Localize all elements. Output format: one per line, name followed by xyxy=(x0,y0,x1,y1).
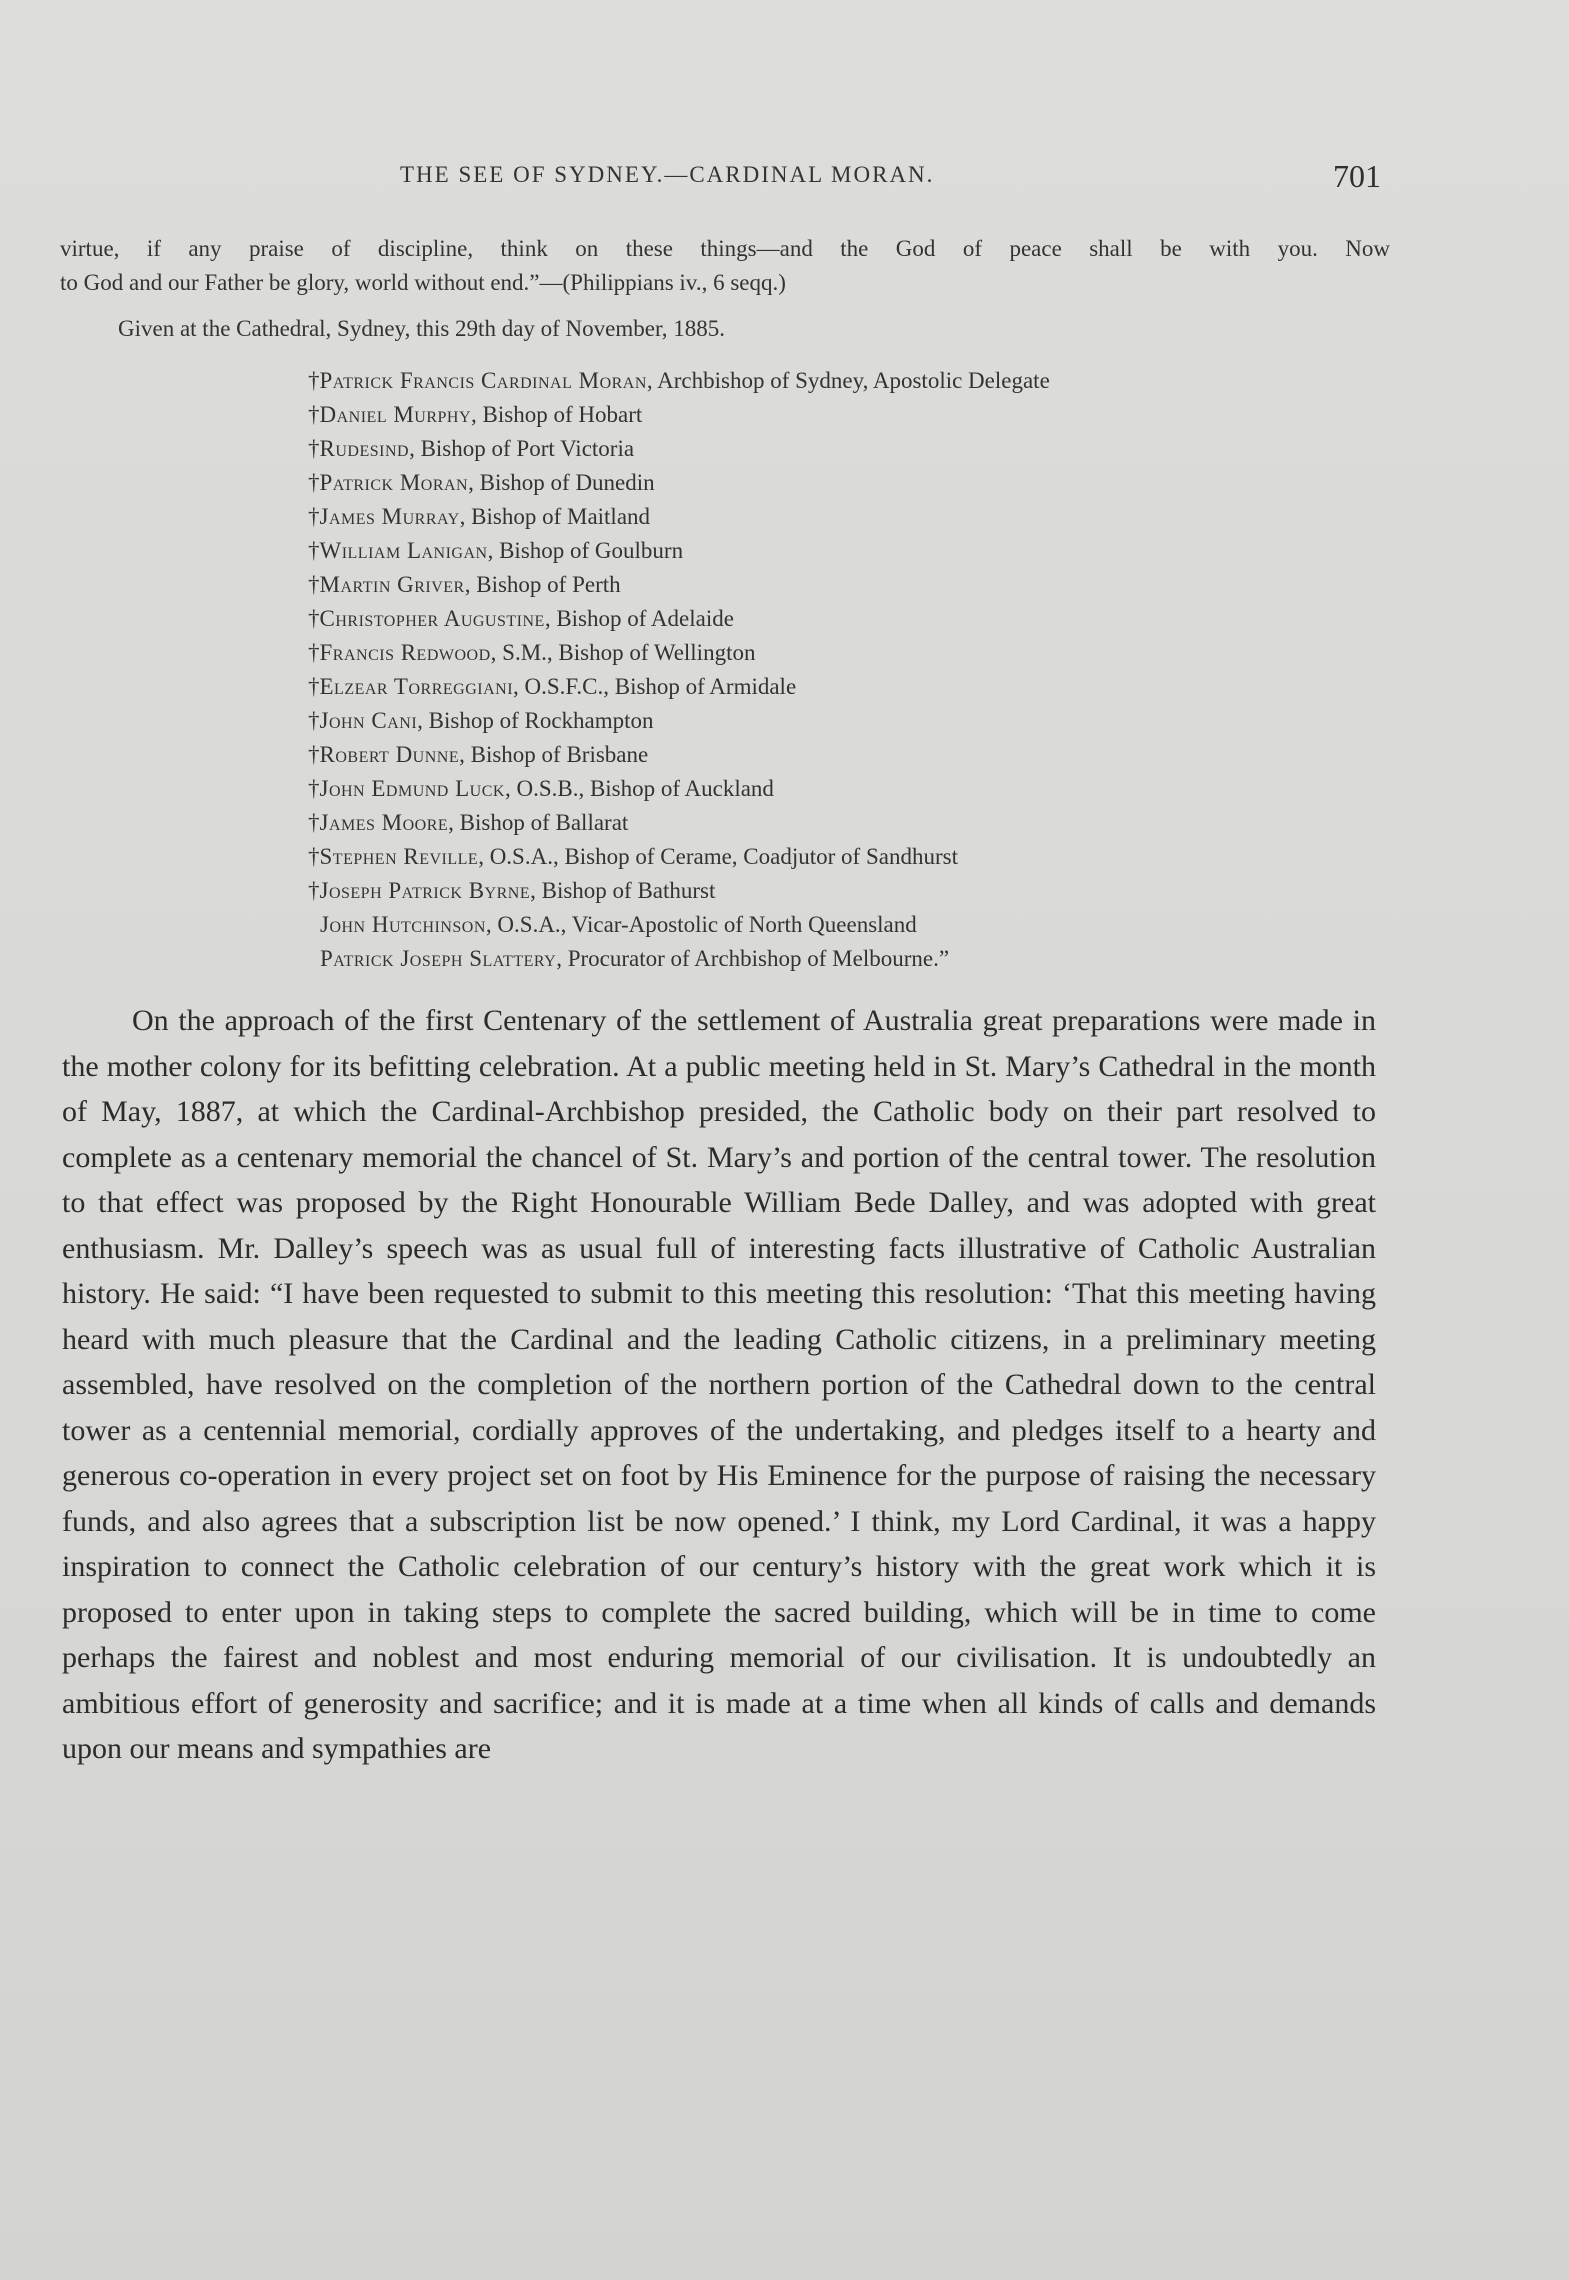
signatory-title: , Archbishop of Sydney, Apostolic Delegate xyxy=(646,368,1050,393)
signatory-title: , O.S.F.C., Bishop of Armidale xyxy=(513,674,797,699)
signatory-name: John Hutchinson xyxy=(320,912,486,937)
signatory-title: , O.S.A., Bishop of Cerame, Coadjutor of Sandhurst xyxy=(478,844,958,869)
signatory-title: , Bishop of Ballarat xyxy=(448,810,629,835)
signatory-title: , Procurator of Archbishop of Melbourne.” xyxy=(556,946,950,971)
signatory-name: Robert Dunne xyxy=(319,742,460,767)
signatory-name: Martin Griver xyxy=(319,572,465,597)
signatory-name: Joseph Patrick Byrne xyxy=(319,878,531,903)
cross-mark: † xyxy=(308,878,320,903)
signatory-line xyxy=(308,908,1388,942)
signatory-title: , Bishop of Dunedin xyxy=(468,470,655,495)
cross-mark: † xyxy=(308,674,320,699)
signatory-name: Patrick Francis Cardinal Moran xyxy=(319,368,647,393)
cross-mark: † xyxy=(308,776,320,801)
signatory-name: Francis Redwood xyxy=(319,640,491,665)
signatory-line xyxy=(308,942,1388,976)
prelude-line-2: to God and our Father be glory, world without end.”—(Philippians iv., 6 seqq.) xyxy=(60,270,786,295)
prelude-quotation xyxy=(60,232,1390,300)
cross-mark: † xyxy=(308,402,320,427)
cross-mark: † xyxy=(308,504,320,529)
signatory-name: William Lanigan xyxy=(319,538,488,563)
signatory-line xyxy=(308,704,1388,738)
main-text xyxy=(62,998,1376,1772)
signatory-name: Stephen Reville xyxy=(319,844,479,869)
signatory-name: Daniel Murphy xyxy=(319,402,472,427)
signatory-line xyxy=(308,874,1388,908)
dateline: Given at the Cathedral, Sydney, this 29th day of November, 1885. xyxy=(118,316,725,341)
signatory-title: , Bishop of Bathurst xyxy=(530,878,716,903)
signatory-line xyxy=(308,840,1388,874)
signatory-name: Patrick Moran xyxy=(319,470,469,495)
signatory-title: , Bishop of Maitland xyxy=(459,504,651,529)
signatory-title: , Bishop of Perth xyxy=(464,572,621,597)
signatory-line xyxy=(308,636,1388,670)
running-title: THE SEE OF SYDNEY.—CARDINAL MORAN. xyxy=(400,162,935,187)
cross-mark: † xyxy=(308,538,320,563)
signatory-name: Elzear Torreggiani xyxy=(319,674,514,699)
signatory-line xyxy=(308,602,1388,636)
signatory-name: Christopher Augustine xyxy=(319,606,545,631)
body-paragraph: On the approach of the first Centenary of the settlement of Australia great preparations were made in the mother colony for its befitting celebration. At a public meeting held in St. Mary’s Cathedral in the month of May, 1887, at which the Cardinal-Archbishop presided, the Catholic body on their part resolved to complete as a centenary memorial the chancel of St. Mary’s and portion of the central tower. The resolution to that effect was proposed by the Right Honourable William Bede Dalley, and was adopted with great enthusiasm. Mr. Dalley’s speech was as usual full of interesting facts illustrative of Catholic Australian history. He said: “I have been requested to submit to this meeting this resolution: ‘That this meeting having heard with much pleasure that the Cardinal and the leading Catholic citizens, in a preliminary meeting assembled, have resolved on the completion of the northern portion of the Cathedral down to the central tower as a centennial memorial, cordially approves of the undertaking, and pledges itself to a hearty and generous co-operation in every project set on foot by His Eminence for the purpose of raising the necessary funds, and also agrees that a subscription list be now opened.’ I think, my Lord Cardinal, it was a happy inspiration to connect the Catholic celebration of our century’s history with the great work which it is proposed to enter upon in taking steps to complete the sacred building, which will be in time to come perhaps the fairest and noblest and most enduring memorial of our civilisation. It is undoubtedly an ambitious effort of generosity and sacrifice; and it is made at a time when all kinds of calls and demands upon our means and sympathies are xyxy=(62,1004,1376,1765)
signatory-line xyxy=(308,772,1388,806)
cross-mark: † xyxy=(308,368,320,393)
signatory-name: Patrick Joseph Slattery xyxy=(320,946,557,971)
signatory-name: Rudesind xyxy=(319,436,410,461)
signatory-name: John Cani xyxy=(319,708,418,733)
signatory-list xyxy=(308,364,1388,976)
signatory-line xyxy=(308,364,1388,398)
signatory-title: , O.S.B., Bishop of Auckland xyxy=(504,776,774,801)
signatory-title: , Bishop of Hobart xyxy=(471,402,643,427)
cross-mark: † xyxy=(308,742,320,767)
cross-mark: † xyxy=(308,844,320,869)
signatory-title: , S.M., Bishop of Wellington xyxy=(490,640,756,665)
signatory-line xyxy=(308,534,1388,568)
page-number: 701 xyxy=(1333,158,1381,194)
signatory-line xyxy=(308,806,1388,840)
cross-mark: † xyxy=(308,640,320,665)
cross-mark: † xyxy=(308,810,320,835)
running-head xyxy=(0,158,1569,198)
signatory-title: , Bishop of Rockhampton xyxy=(417,708,654,733)
signatory-line xyxy=(308,466,1388,500)
signatory-title: , Bishop of Port Victoria xyxy=(409,436,635,461)
signatory-line xyxy=(308,670,1388,704)
signatory-name: James Murray xyxy=(319,504,460,529)
cross-mark: † xyxy=(308,606,320,631)
signatory-line xyxy=(308,568,1388,602)
cross-mark: † xyxy=(308,708,320,733)
signatory-line xyxy=(308,738,1388,772)
signatory-title: , O.S.A., Vicar-Apostolic of North Queensland xyxy=(485,912,917,937)
signatory-name: James Moore xyxy=(319,810,449,835)
signatory-line xyxy=(308,398,1388,432)
prelude-line-1: virtue, if any praise of discipline, think on these things—and the God of peace shall be with you. Now xyxy=(60,236,1390,261)
signatory-title: , Bishop of Goulburn xyxy=(487,538,684,563)
cross-mark: † xyxy=(308,572,320,597)
signatory-title: , Bishop of Adelaide xyxy=(544,606,734,631)
signatory-title: , Bishop of Brisbane xyxy=(459,742,649,767)
signatory-line xyxy=(308,432,1388,466)
cross-mark: † xyxy=(308,436,320,461)
signatory-name: John Edmund Luck xyxy=(319,776,505,801)
cross-mark: † xyxy=(308,470,320,495)
signatory-line xyxy=(308,500,1388,534)
